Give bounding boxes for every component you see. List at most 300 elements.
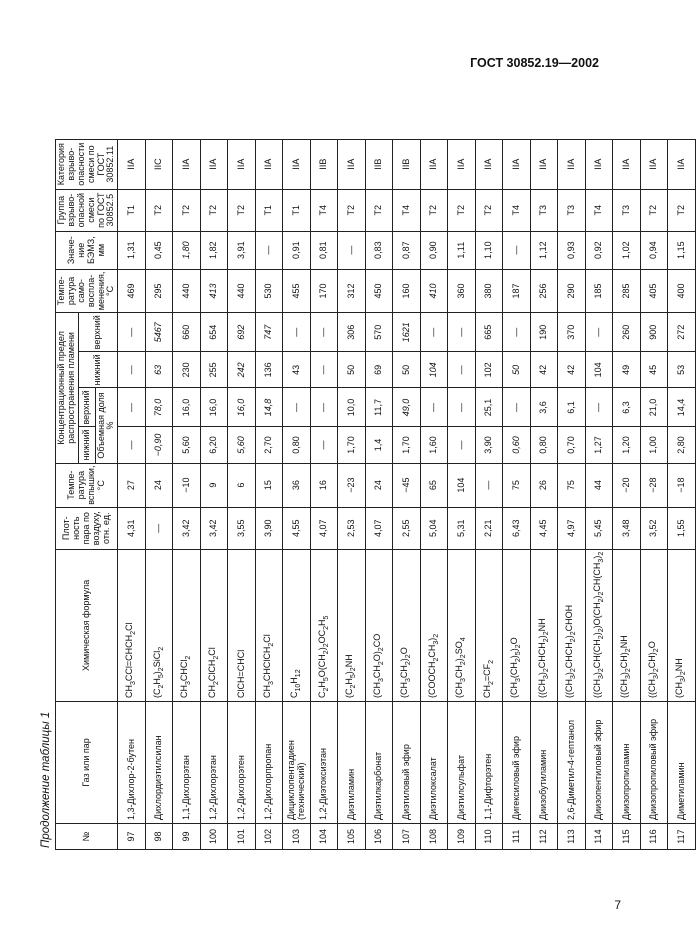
chemical-formula-cell: $(CH_3(CH_2)_5)_2O$ (503, 549, 531, 701)
explosion-category-cell: IIA (585, 139, 613, 189)
table-row (365, 139, 393, 849)
vol-lower-cell: 1,70 (393, 427, 421, 463)
row-number-cell: 113 (558, 824, 586, 850)
flash-point-cell: −18 (668, 463, 696, 507)
flash-point-cell: 16 (310, 463, 338, 507)
table-row (255, 139, 283, 849)
row-number-cell: 102 (255, 824, 283, 850)
explosion-group-cell: T2 (640, 189, 668, 231)
mass-lower-cell: 102 (475, 352, 503, 388)
density-cell: 4,97 (558, 507, 586, 549)
vol-upper-cell: — (118, 388, 146, 427)
header-mass-lower: нижний (78, 352, 118, 388)
autoignition-temp-cell: 360 (448, 269, 476, 313)
vol-lower-cell: 0,60 (503, 427, 531, 463)
row-number-cell: 114 (585, 824, 613, 850)
vol-upper-cell: — (585, 388, 613, 427)
vol-upper-cell: — (420, 388, 448, 427)
gas-name-cell: Диизопропиламин (613, 702, 641, 824)
mass-upper-cell: 660 (173, 313, 201, 352)
explosion-category-cell: IIA (338, 139, 366, 189)
density-cell: 4,31 (118, 507, 146, 549)
gas-name-cell: Диизопентиловый эфир (585, 702, 613, 824)
vol-upper-cell: — (448, 388, 476, 427)
gas-name-cell: 1,2-Дихлорэтан (200, 702, 228, 824)
table-row (173, 139, 201, 849)
bemz-cell: — (338, 231, 366, 269)
explosion-category-cell: IIC (145, 139, 173, 189)
row-number-cell: 108 (420, 824, 448, 850)
mass-lower-cell: — (118, 352, 146, 388)
mass-upper-cell: — (310, 313, 338, 352)
chemical-formula-cell: ClCH=CHCl (228, 549, 256, 701)
autoignition-temp-cell: 256 (530, 269, 558, 313)
chemical-formula-cell: $(CH_3CH_2O)_2CO$ (365, 549, 393, 701)
mass-upper-cell: 692 (228, 313, 256, 352)
gas-name-cell: Дихлордиэтилсилан (145, 702, 173, 824)
flash-point-cell: −28 (640, 463, 668, 507)
gas-properties-table (55, 139, 696, 850)
density-cell: 2,55 (393, 507, 421, 549)
flash-point-cell: 24 (365, 463, 393, 507)
explosion-group-cell: T2 (365, 189, 393, 231)
vol-upper-cell: 49,0 (393, 388, 421, 427)
chemical-formula-cell: $(CH_3CH_2)_2SO_4$ (448, 549, 476, 701)
row-number-cell: 99 (173, 824, 201, 850)
chemical-formula-cell: $((CH_3)_2CHCH_2)_2CHOH$ (558, 549, 586, 701)
autoignition-temp-cell: 455 (283, 269, 311, 313)
vol-lower-cell: 1,4 (365, 427, 393, 463)
autoignition-temp-cell: 295 (145, 269, 173, 313)
explosion-category-cell: IIA (448, 139, 476, 189)
row-number-cell: 97 (118, 824, 146, 850)
bemz-cell: 1,10 (475, 231, 503, 269)
bemz-cell: 0,81 (310, 231, 338, 269)
vol-upper-cell: 16,0 (200, 388, 228, 427)
explosion-group-cell: T1 (255, 189, 283, 231)
explosion-category-cell: IIA (530, 139, 558, 189)
mass-lower-cell: 230 (173, 352, 201, 388)
density-cell: 3,42 (200, 507, 228, 549)
chemical-formula-cell: $(C_2H_5)_2NH$ (338, 549, 366, 701)
vol-upper-cell: 10,0 (338, 388, 366, 427)
mass-upper-cell: 570 (365, 313, 393, 352)
row-number-cell: 104 (310, 824, 338, 850)
mass-lower-cell: 104 (420, 352, 448, 388)
autoignition-temp-cell: 160 (393, 269, 421, 313)
gas-name-cell: 1,3-Дихлор-2-бутен (118, 702, 146, 824)
mass-upper-cell: 370 (558, 313, 586, 352)
header-formula: Химическая формула (56, 549, 118, 701)
density-cell: — (145, 507, 173, 549)
density-cell: 3,52 (640, 507, 668, 549)
autoignition-temp-cell: 185 (585, 269, 613, 313)
vol-lower-cell: 0,80 (283, 427, 311, 463)
bemz-cell: 1,02 (613, 231, 641, 269)
vol-lower-cell: 1,70 (338, 427, 366, 463)
chemical-formula-cell: $((CH_3)_2CHCH_2)_2NH$ (530, 549, 558, 701)
rotated-table-page (40, 90, 688, 850)
flash-point-cell: 75 (558, 463, 586, 507)
bemz-cell: 0,87 (393, 231, 421, 269)
explosion-group-cell: T3 (613, 189, 641, 231)
chemical-formula-cell: $((CH_3)_2CH)_2O$ (640, 549, 668, 701)
bemz-cell: 0,94 (640, 231, 668, 269)
vol-lower-cell: 5,60 (228, 427, 256, 463)
bemz-cell: 1,11 (448, 231, 476, 269)
vol-lower-cell: 1,60 (420, 427, 448, 463)
mass-lower-cell: 255 (200, 352, 228, 388)
autoignition-temp-cell: 400 (668, 269, 696, 313)
mass-upper-cell: 654 (200, 313, 228, 352)
explosion-category-cell: IIA (475, 139, 503, 189)
mass-lower-cell: 104 (585, 352, 613, 388)
explosion-category-cell: IIA (228, 139, 256, 189)
gas-name-cell: Диметиламин (668, 702, 696, 824)
autoignition-temp-cell: 450 (365, 269, 393, 313)
autoignition-temp-cell: 312 (338, 269, 366, 313)
table-row (613, 139, 641, 849)
autoignition-temp-cell: 469 (118, 269, 146, 313)
mass-lower-cell: 50 (338, 352, 366, 388)
density-cell: 6,43 (503, 507, 531, 549)
gas-name-cell: Диизопропиловый эфир (640, 702, 668, 824)
vol-lower-cell: 2,80 (668, 427, 696, 463)
bemz-cell: 0,45 (145, 231, 173, 269)
autoignition-temp-cell: 410 (420, 269, 448, 313)
gas-name-cell: Диэтиламин (338, 702, 366, 824)
row-number-cell: 106 (365, 824, 393, 850)
header-flash: Темпе- ратура вспышки, °С (56, 463, 118, 507)
explosion-category-cell: IIA (558, 139, 586, 189)
mass-upper-cell: — (585, 313, 613, 352)
table-row (668, 139, 696, 849)
bemz-cell: 1,82 (200, 231, 228, 269)
standard-header: ГОСТ 30852.19—2002 (470, 56, 599, 70)
explosion-category-cell: IIA (613, 139, 641, 189)
density-cell: 5,04 (420, 507, 448, 549)
chemical-formula-cell: $CH_2=CF_2$ (475, 549, 503, 701)
flash-point-cell: 75 (503, 463, 531, 507)
mass-upper-cell: 260 (613, 313, 641, 352)
row-number-cell: 101 (228, 824, 256, 850)
density-cell: 3,48 (613, 507, 641, 549)
flash-point-cell: 15 (255, 463, 283, 507)
bemz-cell: 0,91 (283, 231, 311, 269)
row-number-cell: 98 (145, 824, 173, 850)
table-row (503, 139, 531, 849)
density-cell: 2,21 (475, 507, 503, 549)
autoignition-temp-cell: 405 (640, 269, 668, 313)
header-group: Группа взрыво- опасной смеси по ГОСТ 30852.5 (56, 189, 118, 231)
vol-lower-cell: 0,70 (558, 427, 586, 463)
flash-point-cell: 6 (228, 463, 256, 507)
mass-lower-cell: 69 (365, 352, 393, 388)
density-cell: 5,45 (585, 507, 613, 549)
table-row (393, 139, 421, 849)
density-cell: 4,07 (310, 507, 338, 549)
bemz-cell: 0,92 (585, 231, 613, 269)
density-cell: 2,53 (338, 507, 366, 549)
flash-point-cell: 36 (283, 463, 311, 507)
row-number-cell: 103 (283, 824, 311, 850)
gas-name-cell: Диэтилоксалат (420, 702, 448, 824)
row-number-cell: 110 (475, 824, 503, 850)
flash-point-cell: −23 (338, 463, 366, 507)
header-category: Категория взрыво- опасности смеси по ГОСТ 30852.11 (56, 139, 118, 189)
table-row (228, 139, 256, 849)
autoignition-temp-cell: 530 (255, 269, 283, 313)
table-row (448, 139, 476, 849)
mass-upper-cell: — (118, 313, 146, 352)
mass-lower-cell: 49 (613, 352, 641, 388)
chemical-formula-cell: $CH_3CHCl_2$ (173, 549, 201, 701)
mass-upper-cell: — (420, 313, 448, 352)
row-number-cell: 115 (613, 824, 641, 850)
explosion-group-cell: T2 (173, 189, 201, 231)
table-row (558, 139, 586, 849)
vol-upper-cell: 16,0 (228, 388, 256, 427)
bemz-cell: 1,12 (530, 231, 558, 269)
header-name: Газ или пар (56, 702, 118, 824)
vol-lower-cell: 6,20 (200, 427, 228, 463)
bemz-cell: 1,80 (173, 231, 201, 269)
explosion-category-cell: IIA (255, 139, 283, 189)
vol-upper-cell: 16,0 (173, 388, 201, 427)
bemz-cell: — (255, 231, 283, 269)
explosion-category-cell: IIA (640, 139, 668, 189)
vol-lower-cell: 1,00 (640, 427, 668, 463)
gas-name-cell: 1,1-Дифторэтен (475, 702, 503, 824)
vol-lower-cell: — (448, 427, 476, 463)
table-row (585, 139, 613, 849)
autoignition-temp-cell: 285 (613, 269, 641, 313)
table-body (118, 139, 696, 849)
vol-upper-cell: — (503, 388, 531, 427)
flash-point-cell: −10 (173, 463, 201, 507)
explosion-group-cell: T3 (530, 189, 558, 231)
bemz-cell: 1,15 (668, 231, 696, 269)
explosion-group-cell: T1 (118, 189, 146, 231)
chemical-formula-cell: $((CH_3)_2CH)_2NH$ (613, 549, 641, 701)
mass-lower-cell: 42 (558, 352, 586, 388)
flash-point-cell: −45 (393, 463, 421, 507)
mass-lower-cell: 42 (530, 352, 558, 388)
header-vol-lower: нижний (78, 427, 95, 463)
chemical-formula-cell: $(CH_3CH_2)_2O$ (393, 549, 421, 701)
explosion-group-cell: T4 (585, 189, 613, 231)
autoignition-temp-cell: 413 (200, 269, 228, 313)
mass-lower-cell: — (310, 352, 338, 388)
explosion-group-cell: T4 (310, 189, 338, 231)
vol-lower-cell: 5,60 (173, 427, 201, 463)
vol-upper-cell: 6,1 (558, 388, 586, 427)
mass-upper-cell: 665 (475, 313, 503, 352)
explosion-group-cell: T1 (283, 189, 311, 231)
header-num: № (56, 824, 118, 850)
mass-upper-cell: 306 (338, 313, 366, 352)
row-number-cell: 111 (503, 824, 531, 850)
mass-upper-cell: — (283, 313, 311, 352)
header-autoignition: Темпе- ратура само- воспла- менения, °С (56, 269, 118, 313)
density-cell: 3,55 (228, 507, 256, 549)
chemical-formula-cell: $C_{10}H_{12}$ (283, 549, 311, 701)
table-row (118, 139, 146, 849)
vol-upper-cell: 6,3 (613, 388, 641, 427)
vol-upper-cell: 14,4 (668, 388, 696, 427)
vol-lower-cell: 3,90 (475, 427, 503, 463)
bemz-cell: 1,31 (118, 231, 146, 269)
density-cell: 4,45 (530, 507, 558, 549)
chemical-formula-cell: $CH_3CCl=CHCH_2Cl$ (118, 549, 146, 701)
flash-point-cell: 65 (420, 463, 448, 507)
vol-lower-cell: — (118, 427, 146, 463)
header-concentration: Концентрационный предел распространения пламени (56, 313, 79, 463)
explosion-group-cell: T2 (475, 189, 503, 231)
density-cell: 4,07 (365, 507, 393, 549)
vol-upper-cell: 78,0 (145, 388, 173, 427)
bemz-cell: 0,93 (558, 231, 586, 269)
vol-upper-cell: 14,8 (255, 388, 283, 427)
explosion-group-cell: T2 (200, 189, 228, 231)
table-row (310, 139, 338, 849)
explosion-category-cell: IIA (173, 139, 201, 189)
vol-upper-cell: 3,6 (530, 388, 558, 427)
density-cell: 3,42 (173, 507, 201, 549)
mass-lower-cell: 53 (668, 352, 696, 388)
header-vol-unit: Объемная доля % (95, 388, 118, 463)
page-number: 7 (614, 898, 621, 912)
explosion-category-cell: IIA (118, 139, 146, 189)
row-number-cell: 107 (393, 824, 421, 850)
header-mass-upper: верхний (78, 313, 118, 352)
autoignition-temp-cell: 187 (503, 269, 531, 313)
bemz-cell: 0,90 (420, 231, 448, 269)
mass-upper-cell: 5467 (145, 313, 173, 352)
mass-lower-cell: — (448, 352, 476, 388)
table-row (338, 139, 366, 849)
mass-upper-cell: — (448, 313, 476, 352)
mass-upper-cell: 272 (668, 313, 696, 352)
chemical-formula-cell: $(CH_3)_2NH$ (668, 549, 696, 701)
explosion-group-cell: T2 (668, 189, 696, 231)
vol-upper-cell: — (310, 388, 338, 427)
flash-point-cell: 44 (585, 463, 613, 507)
chemical-formula-cell: $CH_3CHClCH_2Cl$ (255, 549, 283, 701)
mass-upper-cell: 747 (255, 313, 283, 352)
mass-lower-cell: 50 (503, 352, 531, 388)
mass-lower-cell: 63 (145, 352, 173, 388)
gas-name-cell: 1,1-Дихлорэтан (173, 702, 201, 824)
explosion-group-cell: T2 (228, 189, 256, 231)
gas-name-cell: 1,2-Дихлорпропан (255, 702, 283, 824)
gas-name-cell: 1,2-Диэтоксиэтан (310, 702, 338, 824)
header-vol-upper: верхний (78, 388, 95, 427)
vol-lower-cell: 2,70 (255, 427, 283, 463)
vol-upper-cell: 25,1 (475, 388, 503, 427)
explosion-category-cell: IIB (310, 139, 338, 189)
mass-upper-cell: 900 (640, 313, 668, 352)
flash-point-cell: 26 (530, 463, 558, 507)
explosion-group-cell: T4 (393, 189, 421, 231)
explosion-category-cell: IIA (420, 139, 448, 189)
mass-lower-cell: 242 (228, 352, 256, 388)
vol-lower-cell: — (310, 427, 338, 463)
table-row (145, 139, 173, 849)
explosion-group-cell: T2 (420, 189, 448, 231)
table-row (420, 139, 448, 849)
table-row (475, 139, 503, 849)
flash-point-cell: 104 (448, 463, 476, 507)
explosion-group-cell: T2 (145, 189, 173, 231)
explosion-category-cell: IIA (503, 139, 531, 189)
explosion-group-cell: T4 (503, 189, 531, 231)
density-cell: 1,55 (668, 507, 696, 549)
vol-lower-cell: 1,27 (585, 427, 613, 463)
autoignition-temp-cell: 440 (173, 269, 201, 313)
flash-point-cell: 24 (145, 463, 173, 507)
vol-lower-cell: 1,20 (613, 427, 641, 463)
flash-point-cell: 27 (118, 463, 146, 507)
flash-point-cell: −20 (613, 463, 641, 507)
autoignition-temp-cell: 380 (475, 269, 503, 313)
table-continuation-caption: Продолжение таблицы 1 (40, 711, 52, 848)
gas-name-cell: Диэтиловый эфир (393, 702, 421, 824)
vol-upper-cell: 11,7 (365, 388, 393, 427)
mass-lower-cell: 50 (393, 352, 421, 388)
autoignition-temp-cell: 290 (558, 269, 586, 313)
density-cell: 4,55 (283, 507, 311, 549)
table-row (530, 139, 558, 849)
row-number-cell: 100 (200, 824, 228, 850)
bemz-cell: 3,91 (228, 231, 256, 269)
autoignition-temp-cell: 170 (310, 269, 338, 313)
explosion-group-cell: T2 (448, 189, 476, 231)
chemical-formula-cell: $(COOCH_2CH_3)_2$ (420, 549, 448, 701)
chemical-formula-cell: $C_2H_5O(CH_2)_2OC_2H_5$ (310, 549, 338, 701)
explosion-category-cell: IIA (200, 139, 228, 189)
mass-upper-cell: 190 (530, 313, 558, 352)
flash-point-cell: — (475, 463, 503, 507)
autoignition-temp-cell: 440 (228, 269, 256, 313)
explosion-category-cell: IIA (283, 139, 311, 189)
vol-lower-cell: 0,80 (530, 427, 558, 463)
explosion-group-cell: T3 (558, 189, 586, 231)
explosion-category-cell: IIB (393, 139, 421, 189)
vol-lower-cell: −0,90 (145, 427, 173, 463)
bemz-cell: 0,83 (365, 231, 393, 269)
gas-name-cell: 1,2-Дихлорэтен (228, 702, 256, 824)
gas-name-cell: 2,6-Диметил-4-гептанол (558, 702, 586, 824)
bemz-cell: — (503, 231, 531, 269)
header-density: Плот- ность пара по воздуху, отн. ед. (56, 507, 118, 549)
gas-name-cell: Диэтилсульфат (448, 702, 476, 824)
table-row (200, 139, 228, 849)
row-number-cell: 116 (640, 824, 668, 850)
table-row (640, 139, 668, 849)
header-bemz: Значе- ние БЭМЗ, мм (56, 231, 118, 269)
density-cell: 5,31 (448, 507, 476, 549)
chemical-formula-cell: $((CH_3)_2CH(CH_2)_2)O(CH_2)_2CH(CH_3)_2$ (585, 549, 613, 701)
mass-lower-cell: 136 (255, 352, 283, 388)
gas-name-cell: Дигексиловый эфир (503, 702, 531, 824)
vol-upper-cell: 21,0 (640, 388, 668, 427)
mass-lower-cell: 43 (283, 352, 311, 388)
chemical-formula-cell: $(C_2H_5)_2SiCl_2$ (145, 549, 173, 701)
row-number-cell: 105 (338, 824, 366, 850)
gas-name-cell: Диизобутиламин (530, 702, 558, 824)
row-number-cell: 117 (668, 824, 696, 850)
